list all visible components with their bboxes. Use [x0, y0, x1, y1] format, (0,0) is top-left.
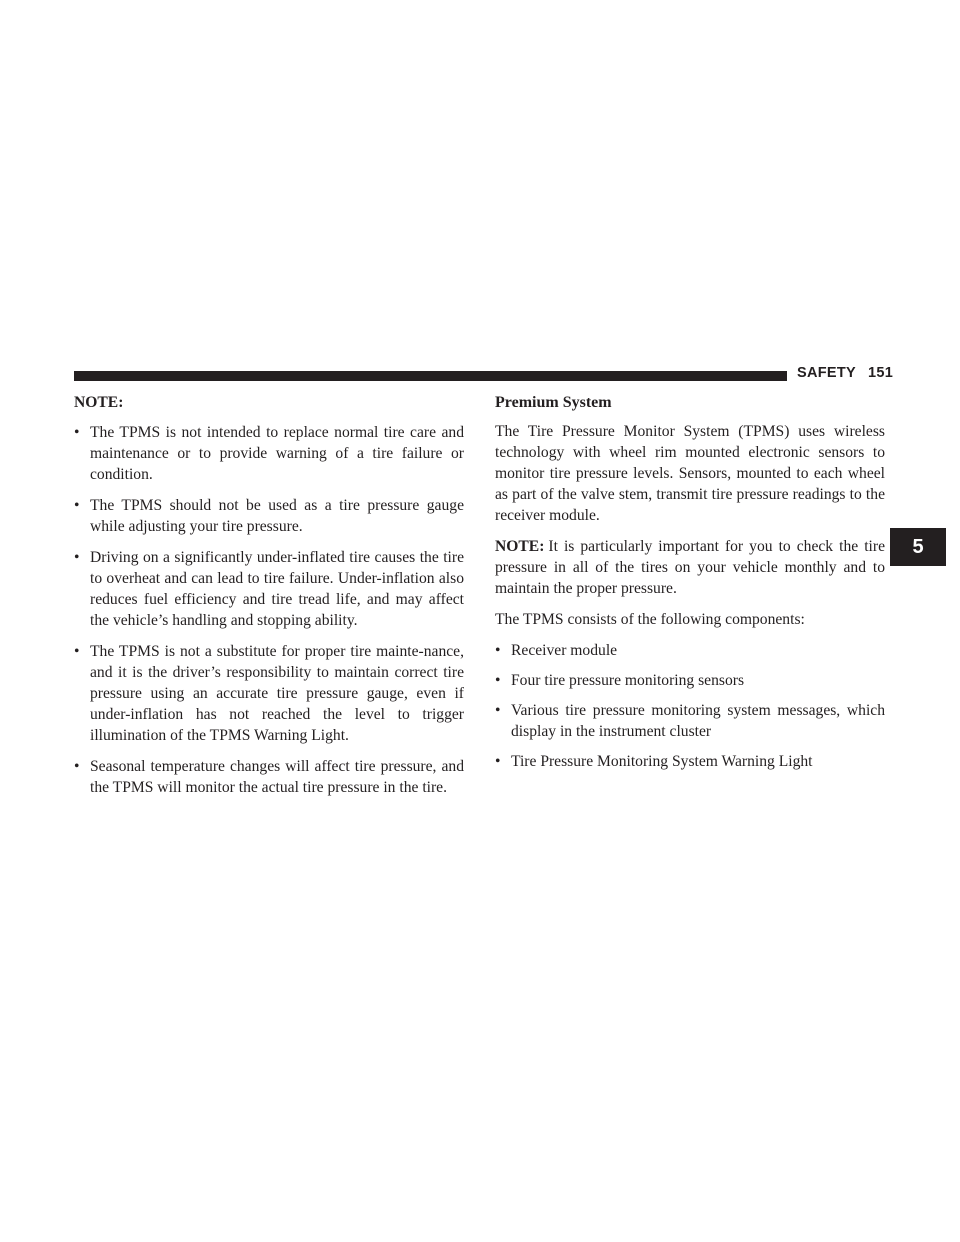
- bullet-icon: •: [495, 702, 501, 719]
- list-item: [495, 640, 885, 661]
- list-item-text: The TPMS should not be used as a tire pressure gauge while adjusting your tire pressure.: [90, 497, 464, 535]
- bullet-icon: •: [495, 753, 501, 770]
- bullet-icon: •: [74, 424, 80, 441]
- list-item: [74, 495, 464, 537]
- list-item: [495, 700, 885, 742]
- page-number: 151: [868, 365, 894, 381]
- components-list: [495, 640, 885, 772]
- bullet-icon: •: [495, 672, 501, 689]
- chapter-tab: 5: [890, 528, 946, 566]
- list-item-text: Seasonal temperature changes will affect tire pressure, and the TPMS will monitor the actual tire pressure in the tire.: [90, 758, 464, 796]
- bullet-icon: •: [495, 642, 501, 659]
- note-bullet-list: [74, 422, 464, 798]
- components-intro: The TPMS consists of the following components:: [495, 611, 805, 628]
- list-item-text: Four tire pressure monitoring sensors: [511, 672, 745, 689]
- section-title: Premium System: [495, 394, 612, 411]
- bullet-icon: •: [74, 643, 80, 660]
- list-item: [495, 670, 885, 691]
- bullet-icon: •: [74, 758, 80, 775]
- list-item: [74, 547, 464, 631]
- intro-paragraph: The Tire Pressure Monitor System (TPMS) uses wireless technology with wheel rim mounted electronic sensors to monitor tire pressure levels. Sensors, mounted to each wheel as part of the valve stem, transmit tire pressure readings to the receiver module.: [495, 423, 885, 524]
- list-item-text: Various tire pressure monitoring system messages, which display in the instrument cluster: [511, 702, 885, 740]
- list-item: [495, 751, 885, 772]
- list-item: [74, 756, 464, 798]
- bullet-icon: •: [74, 549, 80, 566]
- header-rule: [74, 371, 787, 381]
- section-name: SAFETY: [797, 365, 856, 381]
- note-text: It is particularly important for you to check the tire pressure in all of the tires on your vehicle monthly and to maintain the proper pressure.: [495, 538, 885, 597]
- list-item-text: Tire Pressure Monitoring System Warning Light: [511, 753, 813, 770]
- left-column: [74, 392, 464, 808]
- note-label: NOTE:: [495, 538, 545, 555]
- list-item-text: Driving on a significantly under-inflated tire causes the tire to overheat and can lead to tire failure. Under-inflation also reduces fuel efficiency and tire tread life, and may affect the vehicle’s handling and stopping ability.: [90, 549, 464, 629]
- list-item-text: The TPMS is not intended to replace normal tire care and maintenance or to provide warning of a tire failure or condition.: [90, 424, 464, 483]
- note-paragraph: [495, 536, 885, 599]
- list-item-text: The TPMS is not a substitute for proper tire mainte-nance, and it is the driver’s responsibility to maintain correct tire pressure using an accurate tire pressure gauge, even if under-inflation has not reached the level to trigger illumination of the TPMS Warning Light.: [90, 643, 464, 744]
- list-item-text: Receiver module: [511, 642, 618, 659]
- note-heading: NOTE:: [74, 394, 124, 411]
- list-item: [74, 641, 464, 746]
- list-item: [74, 422, 464, 485]
- running-head: [797, 365, 893, 381]
- right-column: [495, 392, 885, 781]
- bullet-icon: •: [74, 497, 80, 514]
